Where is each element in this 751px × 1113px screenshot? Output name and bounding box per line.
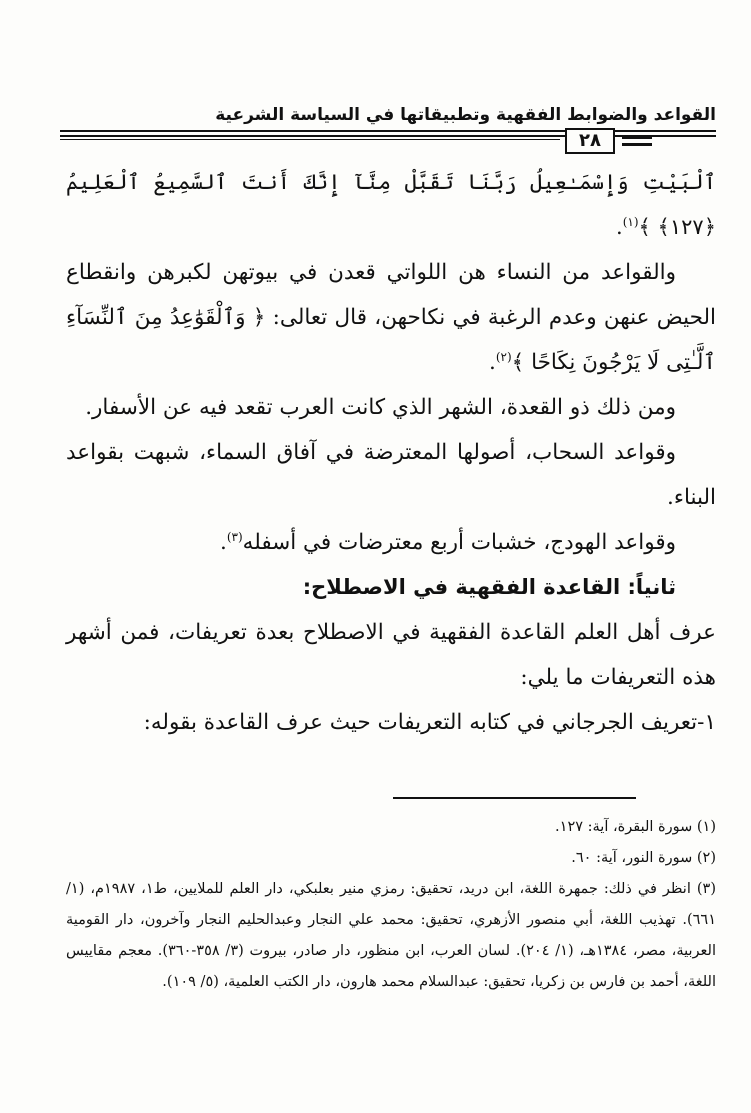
paragraph-women-text: والقواعد من النساء هن اللواتي قعدن في بيوتهن لكبرهن وانقطاع الحيض عنهن وعدم الرغبة في نكاحهن، قال تعالى: ﴿ وَٱلْقَوَٰعِدُ مِنَ ٱلنِّسَآءِ ٱلَّـٰتِى لَا يَرْجُونَ نِكَاحًا ﴾ — [66, 260, 716, 375]
footnote-ref-3: (٣) — [226, 529, 243, 544]
page-number: ٢٨ — [565, 128, 615, 154]
footnote-separator — [393, 797, 636, 799]
paragraph-howdah-text: وقواعد الهودج، خشبات أربع معترضات في أسفله — [242, 530, 676, 555]
paragraph-howdah — [66, 520, 716, 565]
footnote-ref-1: (١) — [622, 215, 639, 229]
paragraph-women-end: . — [488, 350, 496, 375]
verse-line: ٱلْبَيْتِ وَإِسْمَـٰعِيلُ رَبَّنَا تَقَبَّلْ مِنَّآ إِنَّكَ أَنتَ ٱلسَّمِيعُ ٱلْعَلِيمُ ﴿١٢٧﴾ ﴾$^{(١)}$. — [66, 170, 716, 239]
page-number-dash — [622, 143, 652, 146]
paragraph-clouds: وقواعد السحاب، أصولها المعترضة في آفاق السماء، شبهت بقواعد البناء. — [66, 440, 716, 510]
section-heading: ثانياً: القاعدة الفقهية في الاصطلاح: — [302, 575, 676, 599]
paragraph-definitions: عرف أهل العلم القاعدة الفقهية في الاصطلاح بعدة تعريفات، فمن أشهر هذه التعريفات ما يلي: — [66, 620, 716, 690]
page-number-dash — [622, 136, 652, 139]
footnotes — [66, 812, 716, 998]
paragraph-women — [66, 250, 716, 385]
footnote-1: (١) سورة البقرة، آية: ١٢٧. — [555, 819, 716, 835]
header-rule-top — [60, 130, 716, 132]
header-rule-middle — [60, 135, 716, 137]
footnote-ref-2: (٢) — [495, 349, 512, 364]
footnote-3: (٣) انظر في ذلك: جمهرة اللغة، ابن دريد، تحقيق: رمزي منير بعلبكي، دار العلم للملايين، ط١، ١٩٨٧م، (١/ ٦٦١). تهذيب اللغة، أبي منصور الأزهري، تحقيق: محمد علي النجار وعبدالحليم النجار وآخرون، دار القومية العربية، مصر، ١٣٨٤هـ، (١/ ٢٠٤). لسان العرب، ابن منظور، دار صادر، بيروت (٣/ ٣٥٨-٣٦٠). معجم مقاييس اللغة، أحمد بن فارس بن زكريا، تحقيق: عبدالسلام محمد هارون، دار الكتب العلمية، (٥/ ١٠٩). — [66, 881, 716, 990]
verse-text: ٱلْبَيْتِ وَإِسْمَـٰعِيلُ رَبَّنَا تَقَبَّلْ مِنَّآ إِنَّكَ أَنتَ ٱلسَّمِيعُ ٱلْعَلِيمُ ﴿١٢٧﴾ ﴾ — [66, 170, 716, 239]
paragraph-dhul-qada: ومن ذلك ذو القعدة، الشهر الذي كانت العرب تقعد فيه عن الأسفار. — [85, 395, 676, 420]
header-rule-bottom — [60, 139, 560, 140]
main-text — [66, 160, 716, 745]
paragraph-jurjani: ١-تعريف الجرجاني في كتابه التعريفات حيث عرف القاعدة بقوله: — [143, 710, 716, 735]
footnote-2: (٢) سورة النور، آية: ٦٠. — [571, 850, 716, 866]
paragraph-howdah-end: . — [220, 530, 227, 555]
running-title: القواعد والضوابط الفقهية وتطبيقاتها في السياسة الشرعية — [215, 105, 716, 125]
